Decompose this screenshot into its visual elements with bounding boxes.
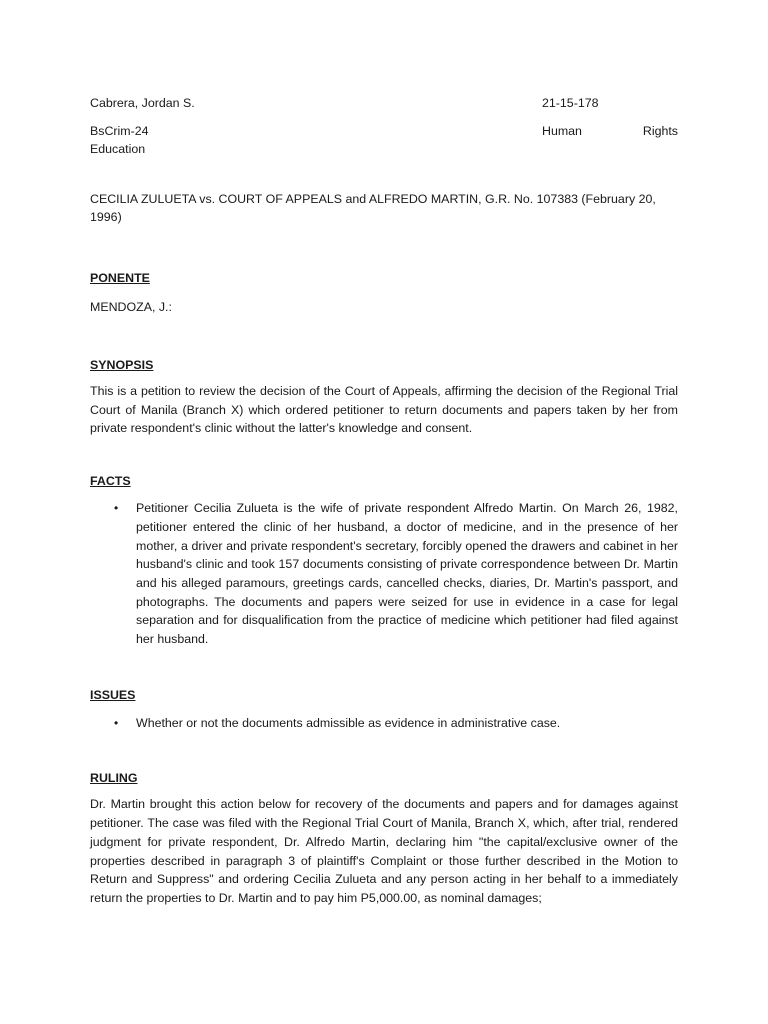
synopsis-heading: SYNOPSIS	[90, 358, 154, 372]
issues-item-text: Whether or not the documents admissible as evidence in administrative case.	[136, 715, 561, 730]
subject-line-2: Education	[90, 142, 146, 156]
list-item	[90, 499, 678, 649]
ponente-heading: PONENTE	[90, 271, 150, 285]
issues-heading: ISSUES	[90, 687, 136, 702]
student-id: 21-15-178	[542, 96, 599, 110]
facts-list	[90, 499, 678, 649]
ponente-text: MENDOZA, J.:	[90, 300, 172, 314]
facts-heading: FACTS	[90, 474, 131, 489]
subject-line-1: Human Rights	[542, 124, 678, 138]
case-title: CECILIA ZULUETA vs. COURT OF APPEALS and ALFREDO MARTIN, G.R. No. 107383 (February 20, 1996)	[90, 192, 656, 224]
ruling-text: Dr. Martin brought this action below for recovery of the documents and papers and for damages against petitioner. The case was filed with the Regional Trial Court of Manila, Branch X, which, after trial, rendered judgment for private respondent, Dr. Alfredo Martin, declaring him "the capital/exclusive owner of the properties described in paragraph 3 of plaintiff's Complaint or those further described in the Motion to Return and Suppress" and ordering Cecilia Zulueta and any person acting in her behalf to a immediately return the properties to Dr. Martin and to pay him P5,000.00, as nominal damages;	[90, 797, 678, 905]
header-row-1	[90, 94, 678, 112]
ruling-heading: RULING	[90, 771, 138, 786]
document-page	[90, 94, 678, 908]
facts-item-text: Petitioner Cecilia Zulueta is the wife of private respondent Alfredo Martin. On March 26, 1982, petitioner entered the clinic of her husband, a doctor of medicine, and in the presence of her mother, a driver and private respondent's secretary, forcibly opened the drawers and cabinet in her husband's clinic and took 157 documents consisting of private correspondence between Dr. Martin and his alleged paramours, greetings cards, cancelled checks, diaries, Dr. Martin's passport, and photographs. The documents and papers were seized for use in evidence in a case for legal separation and for disqualification from the practice of medicine which petitioner had filed against her husband.	[136, 501, 678, 647]
header-row-2	[90, 122, 678, 140]
student-name: Cabrera, Jordan S.	[90, 96, 195, 110]
issues-list	[90, 714, 678, 733]
section: BsCrim-24	[90, 124, 149, 138]
bullet-icon: •	[114, 501, 119, 516]
bullet-icon: •	[114, 715, 119, 730]
list-item	[90, 714, 678, 733]
synopsis-text: This is a petition to review the decision of the Court of Appeals, affirming the decision of the Regional Trial Court of Manila (Branch X) which ordered petitioner to return documents and papers taken by her from private respondent's clinic without the latter's knowledge and consent.	[90, 384, 678, 436]
